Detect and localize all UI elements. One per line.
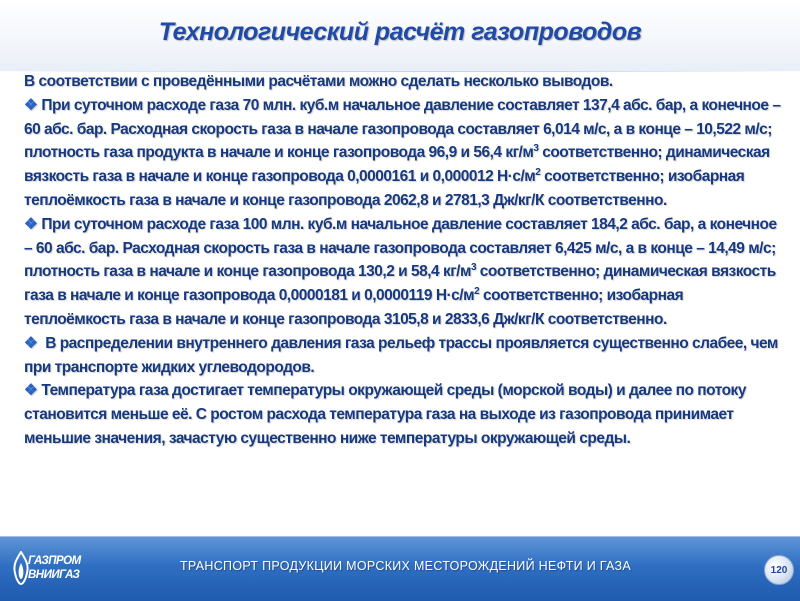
slide-content: [24, 70, 788, 451]
logo-text-gazprom: ГАЗПРОМ: [28, 555, 81, 567]
bullet-item-4: [24, 379, 788, 450]
bullet-item-2: [24, 213, 788, 332]
bullet-1-text-c: соответственно; изобарная теплоёмкость газа в начале и конце газопровода 2062,8 и 2781,3 Дж/кг/К соответственно.: [24, 168, 745, 209]
superscript-2: 2: [474, 286, 480, 298]
bullet-2-text-c: соответственно; изобарная теплоёмкость газа в начале и конце газопровода 3105,8 и 2833,6 Дж/кг/К соответственно.: [24, 287, 684, 328]
page-number-badge: 120: [764, 555, 794, 585]
gazprom-vniigaz-logo: [12, 545, 82, 593]
bullet-1-text-b: соответственно; динамическая вязкость газа в начале и конце газопровода 0,0000161 и 0,000012 Н·с/м: [24, 144, 770, 186]
logo-text-vniigaz: ВНИИГАЗ: [28, 569, 80, 581]
intro-paragraph: В соответствии с проведёнными расчётами можно сделать несколько выводов.: [24, 73, 613, 90]
bullet-4-text: Температура газа достигает температуры окружающей среды (морской воды) и далее по потоку становится меньше её. С ростом расхода температура газа на выходе из газопровода принимает меньшие значения, зачастую существенно ниже температуры окружающей среды.: [24, 382, 746, 447]
superscript-2: 2: [535, 167, 541, 179]
bullet-item-1: [24, 94, 788, 213]
slide-title: Технологический расчёт газопроводов: [158, 18, 642, 46]
superscript-3: 3: [470, 262, 476, 274]
superscript-3: 3: [533, 143, 539, 155]
diamond-bullet-icon: ❖: [24, 334, 38, 352]
footer-caption: ТРАНСПОРТ ПРОДУКЦИИ МОРСКИХ МЕСТОРОЖДЕНИЙ НЕФТИ И ГАЗА: [180, 559, 631, 573]
bullet-2-text-a: При суточном расходе газа 100 млн. куб.м начальное давление составляет 184,2 абс. бар, а конечное – 60 абс. бар. Расходная скорость газа в начале газопровода составляет 6,425 м/с, а в конце – 14,49 м/с; плотность газа в начале и конце газопровода 130,2 и 58,4 кг/м: [24, 215, 777, 281]
diamond-bullet-icon: ❖: [24, 96, 38, 114]
bullet-2-text-b: соответственно; динамическая вязкость газа в начале и конце газопровода 0,0000181 и 0,0000119 Н·с/м: [24, 263, 776, 305]
diamond-bullet-icon: ❖: [24, 215, 38, 233]
bullet-item-3: [24, 332, 788, 380]
bullet-3-text: В распределении внутреннего давления газа рельеф трассы проявляется существенно слабее, чем при транспорте жидких углеводородов.: [24, 334, 778, 376]
footer-band: [0, 536, 800, 601]
diamond-bullet-icon: ❖: [24, 382, 38, 400]
bullet-1-text-a: При суточном расходе газа 70 млн. куб.м начальное давление составляет 137,4 абс. бар, а конечное – 60 абс. бар. Расходная скорость газа в начале газопровода составляет 6,014 м/с, а в конце – 10,522 м/с; плотность газа продукта в начале и конце газопровода 96,9 и 56,4 кг/м: [24, 96, 781, 162]
